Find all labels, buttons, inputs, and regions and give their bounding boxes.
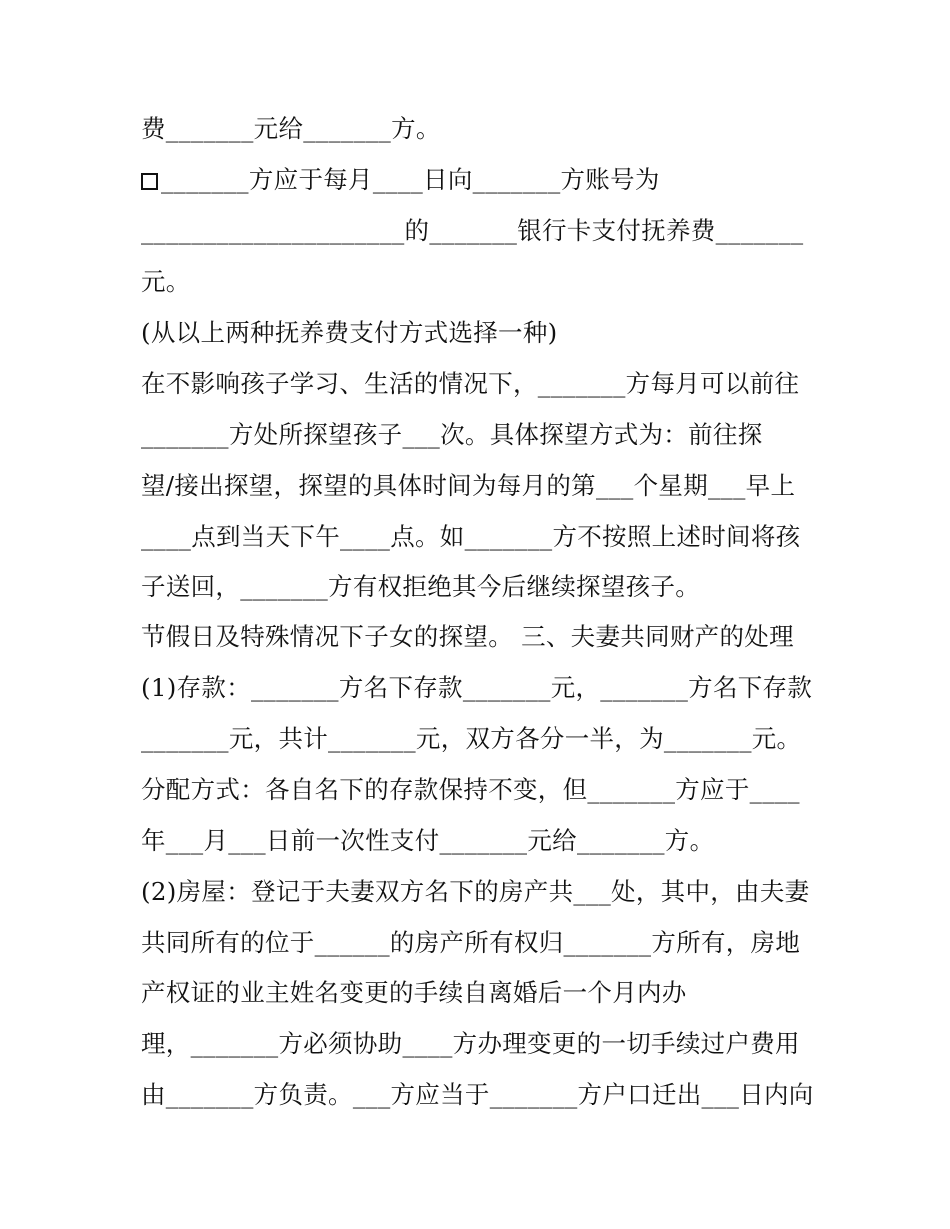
text-line-13: _______元，共计_______元，双方各分一半，为_______元。	[141, 724, 802, 753]
text-line-20: 由_______方负责。___方应当于_______方户口迁出___日内向	[141, 1080, 814, 1109]
text-line-9: ____点到当天下午____点。如_______方不按照上述时间将孩	[141, 522, 801, 551]
text-line-11: 节假日及特殊情况下子女的探望。 三、夫妻共同财产的处理	[141, 622, 794, 651]
text-line-2	[141, 163, 660, 197]
text-line-8: 望/接出探望，探望的具体时间为每月的第___个星期___早上	[141, 471, 796, 500]
text-line-2-content: _______方应于每月____日向_______方账号为	[161, 165, 660, 194]
text-line-3: _____________________的_______银行卡支付抚养费_______	[141, 216, 804, 245]
text-line-5: (从以上两种抚养费支付方式选择一种)	[141, 318, 558, 347]
text-line-1: 费_______元给_______方。	[141, 114, 441, 143]
checkbox-icon[interactable]	[141, 173, 158, 190]
text-line-10: 子送回，_______方有权拒绝其今后继续探望孩子。	[141, 572, 701, 601]
text-line-6: 在不影响孩子学习、生活的情况下，_______方每月可以前往	[141, 369, 800, 398]
text-line-14: 分配方式：各自名下的存款保持不变，但_______方应于____	[141, 775, 800, 804]
text-line-4: 元。	[141, 267, 191, 296]
text-line-18: 产权证的业主姓名变更的手续自离婚后一个月内办	[141, 978, 687, 1007]
text-line-7: _______方处所探望孩子___次。具体探望方式为：前往探	[141, 420, 763, 449]
text-line-16: (2)房屋：登记于夫妻双方名下的房产共___处，其中，由夫妻	[141, 877, 810, 906]
text-line-19: 理，_______方必须协助____方办理变更的一切手续过户费用	[141, 1029, 800, 1058]
text-line-15: 年___月___日前一次性支付_______元给_______方。	[141, 826, 715, 855]
text-line-17: 共同所有的位于______的房产所有权归_______方所有，房地	[141, 928, 801, 957]
text-line-12: (1)存款：_______方名下存款_______元，_______方名下存款	[141, 673, 813, 702]
